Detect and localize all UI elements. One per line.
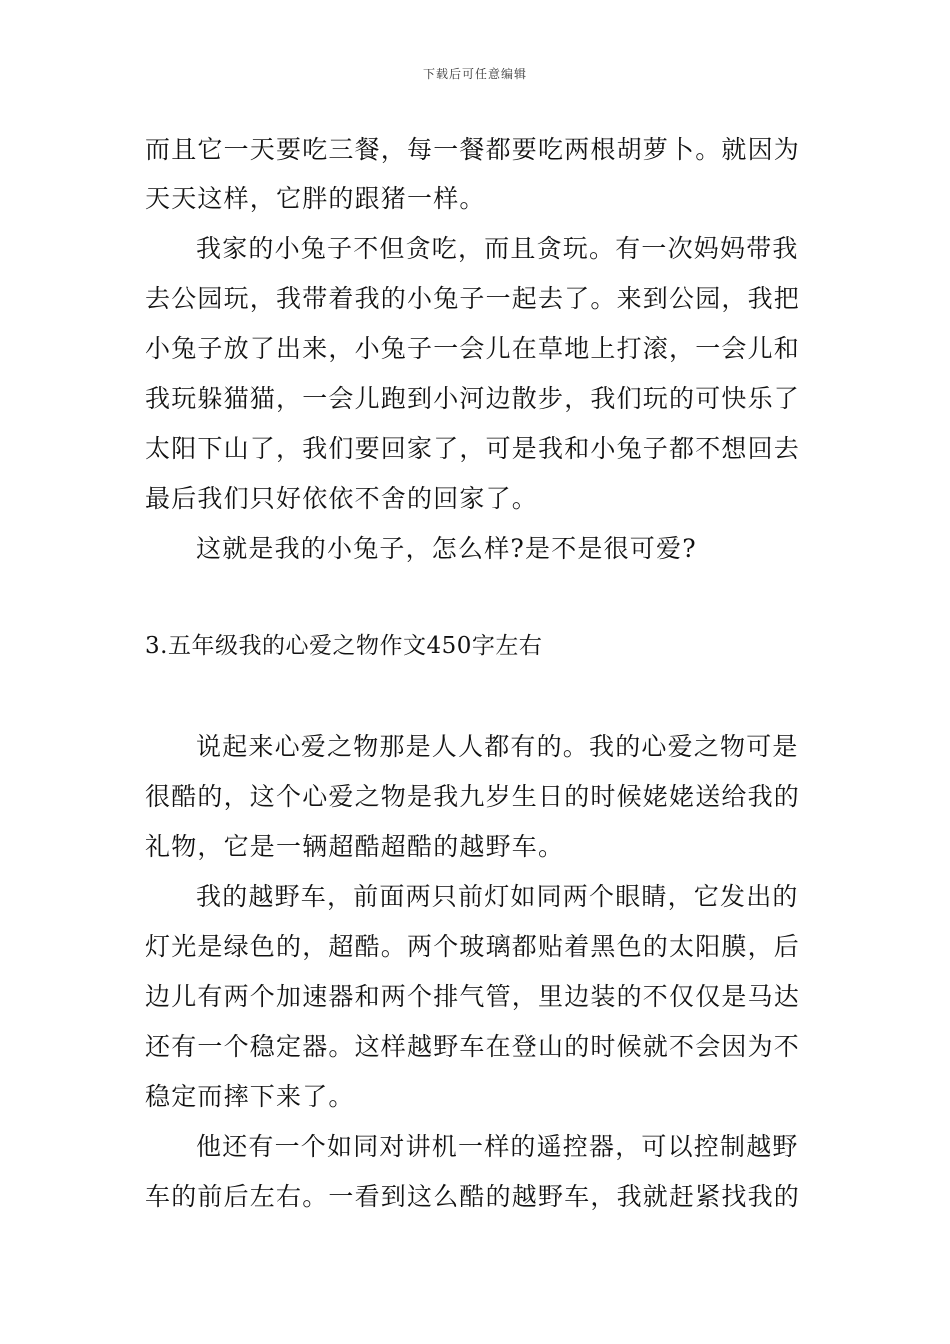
paragraph-line: 车的前后左右。一看到这么酷的越野车，我就赶紧找我的 — [145, 1182, 801, 1211]
paragraph-line: 去公园玩，我带着我的小兔子一起去了。来到公园，我把 — [145, 284, 801, 313]
paragraph-line: 我的越野车，前面两只前灯如同两个眼睛，它发出的 — [196, 882, 799, 911]
paragraph-line: 太阳下山了，我们要回家了，可是我和小兔子都不想回去 — [145, 434, 801, 463]
page-header: 下载后可任意编辑 — [422, 67, 527, 81]
paragraph-line: 稳定而摔下来了。 — [145, 1082, 355, 1111]
paragraph-line: 灯光是绿色的，超酷。两个玻璃都贴着黑色的太阳膜，后 — [145, 932, 801, 961]
paragraph-line: 还有一个稳定器。这样越野车在登山的时候就不会因为不 — [145, 1032, 801, 1061]
paragraph-line: 小兔子放了出来，小兔子一会儿在草地上打滚，一会儿和 — [145, 334, 801, 363]
paragraph-line: 这就是我的小兔子，怎么样?是不是很可爱? — [196, 534, 697, 563]
paragraph-line: 他还有一个如同对讲机一样的遥控器，可以控制越野 — [196, 1132, 799, 1161]
paragraph-line: 最后我们只好依依不舍的回家了。 — [145, 484, 539, 513]
paragraph-line: 边儿有两个加速器和两个排气管，里边装的不仅仅是马达 — [145, 982, 801, 1011]
paragraph-line: 天天这样，它胖的跟猪一样。 — [145, 184, 486, 213]
paragraph-line: 我玩躲猫猫，一会儿跑到小河边散步，我们玩的可快乐了 — [145, 384, 801, 413]
paragraph-line: 我家的小兔子不但贪吃，而且贪玩。有一次妈妈带我 — [196, 234, 799, 263]
section-heading: 3.五年级我的心爱之物作文450字左右 — [145, 633, 543, 659]
paragraph-line: 而且它一天要吃三餐，每一餐都要吃两根胡萝卜。就因为 — [145, 135, 801, 164]
paragraph-line: 很酷的，这个心爱之物是我九岁生日的时候姥姥送给我的 — [145, 782, 801, 811]
paragraph-line: 礼物，它是一辆超酷超酷的越野车。 — [145, 832, 565, 861]
paragraph-line: 说起来心爱之物那是人人都有的。我的心爱之物可是 — [196, 732, 799, 761]
